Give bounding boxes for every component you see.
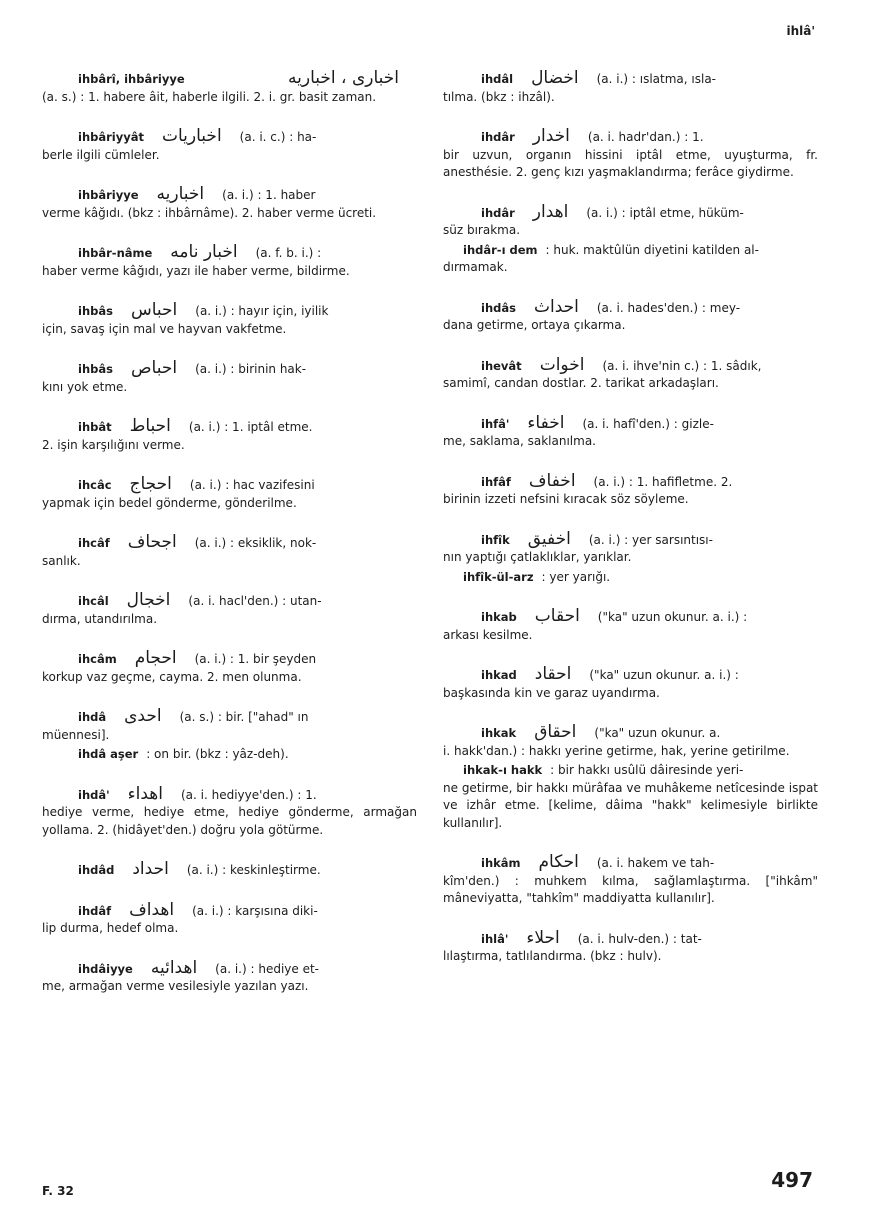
definition-start: (a. i. hakem ve tah- bbox=[596, 856, 715, 870]
definition-start: (a. i.) : 1. hafifletme. 2. bbox=[593, 474, 733, 489]
dictionary-entry bbox=[443, 201, 818, 240]
headword: ihevât bbox=[481, 358, 522, 373]
definition-start: : bir hakkı usûlü dâiresinde yeri- bbox=[550, 763, 744, 777]
definition-start: (a. i.) : birinin hak- bbox=[195, 362, 307, 376]
entry-head bbox=[42, 746, 417, 764]
definition-start: (a. i. hulv-den.) : tat- bbox=[577, 931, 702, 946]
definition-start: (a. i. hafî'den.) : gizle- bbox=[582, 416, 714, 431]
dictionary-entry bbox=[443, 762, 818, 832]
headword: ihbâriyyât bbox=[78, 130, 144, 144]
dictionary-entry bbox=[42, 957, 417, 996]
definition-text: i. hakk'dan.) : hakkı yerine getirme, hak, yerine getirilme. bbox=[443, 743, 790, 758]
headword: ihcâl bbox=[78, 594, 109, 608]
definition-text: dırma, utandırılma. bbox=[42, 611, 158, 626]
headword: ihdâl bbox=[481, 72, 514, 86]
entry-head bbox=[443, 854, 818, 873]
arabic-script: احداد bbox=[132, 859, 169, 879]
arabic-script: اهدائيه bbox=[150, 957, 198, 978]
headword: ihbâs bbox=[78, 304, 113, 318]
entry-head bbox=[443, 608, 818, 627]
definition-start: (a. i. c.) : ha- bbox=[239, 130, 317, 144]
arabic-script: اخفيق bbox=[527, 528, 571, 549]
printer-signature: F. 32 bbox=[42, 1184, 74, 1198]
arabic-script: اخدار bbox=[532, 126, 570, 146]
entry-head bbox=[42, 244, 417, 263]
headword: ihbârî, ihbâriyye bbox=[78, 72, 185, 86]
definition-start: (a. f. b. i.) : bbox=[255, 246, 322, 260]
dictionary-entry bbox=[42, 476, 417, 512]
dictionary-entry bbox=[42, 746, 417, 764]
dictionary-entry bbox=[443, 354, 818, 393]
definition-start: (a. i.) : 1. bir şeyden bbox=[194, 652, 317, 666]
headword: ihdâr bbox=[481, 130, 515, 144]
dictionary-entry bbox=[42, 783, 417, 840]
arabic-script: اخبار نامه bbox=[170, 242, 238, 262]
definition-start: (a. i. hadr'dan.) : 1. bbox=[587, 130, 704, 144]
entry-head bbox=[42, 899, 417, 921]
dictionary-entry bbox=[443, 569, 818, 587]
definition-text: nın yaptığı çatlaklıklar, yarıklar. bbox=[443, 550, 632, 564]
headword: ihdâs bbox=[481, 300, 516, 315]
dictionary-entry bbox=[443, 242, 818, 277]
headword: ihfâf bbox=[481, 474, 511, 489]
definition-text: me, armağan verme vesilesiyle yazılan yazı. bbox=[42, 979, 309, 993]
dictionary-entry bbox=[42, 534, 417, 570]
dictionary-entry bbox=[42, 650, 417, 686]
entry-head bbox=[443, 354, 818, 376]
arabic-script: احقاب bbox=[534, 606, 580, 626]
entry-head bbox=[42, 783, 417, 805]
definition-text: bir uzvun, organın hissini iptâl etme, uyuşturma, fr. anesthésie. 2. genç kızı yaşmaklandırma; ferâce giydirme. bbox=[443, 147, 818, 179]
definition-text: dırmamak. bbox=[443, 260, 508, 274]
definition-text: süz bırakma. bbox=[443, 223, 521, 237]
entry-head bbox=[443, 724, 818, 743]
dictionary-entry bbox=[443, 608, 818, 644]
definition-start: : on bir. (bkz : yâz-deh). bbox=[146, 747, 289, 761]
headword: ihfîk-ül-arz bbox=[463, 569, 534, 584]
definition-start: (a. i.) : eksiklik, nok- bbox=[194, 536, 317, 550]
arabic-script: اخباريه bbox=[156, 184, 205, 204]
dictionary-entry bbox=[42, 360, 417, 396]
definition-text: berle ilgili cümleler. bbox=[42, 147, 160, 162]
definition-start: ("ka" uzun okunur. a. bbox=[594, 726, 721, 740]
definition-text: samimî, candan dostlar. 2. tarikat arkadaşları. bbox=[443, 376, 719, 390]
entry-head bbox=[443, 70, 818, 89]
dictionary-entry bbox=[42, 861, 417, 880]
dictionary-entry bbox=[443, 854, 818, 908]
entry-head bbox=[443, 201, 818, 223]
definition-text: 2. işin karşılığını verme. bbox=[42, 437, 185, 452]
definition-text: dana getirme, ortaya çıkarma. bbox=[443, 318, 626, 332]
entry-head bbox=[443, 470, 818, 492]
dictionary-entry bbox=[42, 592, 417, 628]
arabic-script: اهداف bbox=[129, 899, 175, 920]
entry-head bbox=[42, 534, 417, 553]
definition-text: arkası kesilme. bbox=[443, 627, 533, 642]
headword: ihdâr bbox=[481, 205, 515, 220]
definition-start: ("ka" uzun okunur. a. i.) : bbox=[597, 610, 748, 624]
dictionary-entry bbox=[443, 927, 818, 966]
headword: ihkak-ı hakk bbox=[463, 763, 543, 777]
headword: ihfîk bbox=[481, 532, 510, 547]
arabic-script: اهداء bbox=[127, 783, 163, 804]
entry-head bbox=[443, 569, 818, 587]
definition-text: (a. s.) : 1. habere âit, haberle ilgili. 2. i. gr. basit zaman. bbox=[42, 89, 377, 104]
definition-text: müennesi]. bbox=[42, 727, 110, 742]
headword: ihdâr-ı dem bbox=[463, 242, 538, 257]
headword: ihdâd bbox=[78, 863, 115, 877]
entry-head bbox=[443, 296, 818, 318]
definition-text: me, saklama, saklanılma. bbox=[443, 434, 596, 448]
definition-text: kîm'den.) : muhkem kılma, sağlamlaştırma. ["ihkâm" mâneviyatta, "tahkîm" maddiyatta kullanılır]. bbox=[443, 873, 818, 905]
entry-head bbox=[42, 418, 417, 437]
entry-head bbox=[443, 528, 818, 550]
arabic-script: احكام bbox=[538, 852, 579, 872]
arabic-script: اجحاف bbox=[127, 532, 177, 552]
dictionary-entry bbox=[443, 70, 818, 106]
dictionary-entry bbox=[443, 296, 818, 335]
definition-start: (a. i.) : yer sarsıntısı- bbox=[588, 532, 713, 547]
arabic-script: اخضال bbox=[531, 68, 579, 88]
headword: ihdâf bbox=[78, 903, 112, 918]
definition-start: (a. i.) : ıslatma, ısla- bbox=[596, 72, 717, 86]
definition-start: (a. i.) : karşısına diki- bbox=[192, 903, 318, 918]
arabic-script: اهدار bbox=[532, 201, 569, 222]
running-head: ihlâ' bbox=[786, 24, 815, 38]
arabic-script: احباص bbox=[130, 358, 178, 378]
entry-head bbox=[42, 650, 417, 669]
dictionary-entry bbox=[42, 708, 417, 744]
entry-head bbox=[42, 128, 417, 147]
headword: ihkak bbox=[481, 726, 517, 740]
arabic-script: احلاء bbox=[526, 927, 560, 948]
entry-head bbox=[42, 476, 417, 495]
definition-text: birinin izzeti nefsini kıracak söz söyleme. bbox=[443, 492, 689, 506]
entry-head bbox=[42, 360, 417, 379]
headword: ihcâm bbox=[78, 652, 117, 666]
headword: ihkad bbox=[481, 668, 517, 682]
definition-text: hediye verme, hediye etme, hediye gönderme, armağan yollama. 2. (hidâyet'den.) doğru yola götürme. bbox=[42, 805, 417, 837]
arabic-script: احباس bbox=[130, 300, 178, 320]
definition-start: (a. i.) : 1. haber bbox=[222, 188, 316, 202]
arabic-script: احدى bbox=[124, 706, 162, 726]
definition-text: için, savaş için mal ve hayvan vakfetme. bbox=[42, 321, 287, 336]
dictionary-entry bbox=[443, 412, 818, 451]
definition-text: haber verme kâğıdı, yazı ile haber verme, bildirme. bbox=[42, 263, 350, 278]
definition-start: (a. i.) : keskinleştirme. bbox=[186, 863, 321, 877]
definition-start: (a. i. hediyye'den.) : 1. bbox=[180, 787, 317, 802]
definition-text: lip durma, hedef olma. bbox=[42, 921, 179, 935]
definition-start: (a. i.) : hayır için, iyilik bbox=[195, 304, 329, 318]
headword: ihdâ' bbox=[78, 787, 110, 802]
definition-start: : huk. maktûlün diyetini katilden al- bbox=[545, 242, 759, 257]
dictionary-entry bbox=[42, 186, 417, 222]
headword: ihkâm bbox=[481, 856, 521, 870]
definition-text: ne getirme, bir hakkı mürâfaa ve muhâkeme netîcesinde ispat ve izhâr etme. [kelime, dâima "hakk" kelimesiyle birlikte kullanılır]. bbox=[443, 780, 818, 830]
headword: ihdâiyye bbox=[78, 961, 133, 976]
definition-text: başkasında kin ve garaz uyandırma. bbox=[443, 685, 660, 700]
headword: ihfâ' bbox=[481, 416, 510, 431]
left-column bbox=[42, 70, 417, 1018]
arabic-script: احجاج bbox=[129, 474, 172, 494]
definition-text: kını yok etme. bbox=[42, 379, 128, 394]
headword: ihbâr-nâme bbox=[78, 246, 153, 260]
dictionary-entry bbox=[42, 128, 417, 164]
entry-head bbox=[443, 762, 818, 780]
headword: ihcâc bbox=[78, 478, 112, 492]
arabic-script: احداث bbox=[533, 296, 579, 317]
arabic-script: اخبارى ، اخباريه bbox=[288, 68, 399, 88]
dictionary-entry bbox=[443, 528, 818, 567]
dictionary-entry bbox=[42, 70, 417, 106]
definition-start: (a. i.) : 1. iptâl etme. bbox=[188, 420, 313, 434]
arabic-script: اخجال bbox=[126, 590, 171, 610]
dictionary-entry bbox=[42, 418, 417, 454]
definition-start: (a. s.) : bir. ["ahad" ın bbox=[179, 710, 309, 724]
definition-start: (a. i.) : hac vazifesini bbox=[189, 478, 315, 492]
definition-text: tılma. (bkz : ihzâl). bbox=[443, 89, 555, 104]
dictionary-entry bbox=[42, 244, 417, 280]
entry-head bbox=[443, 412, 818, 434]
headword: ihbâriyye bbox=[78, 188, 139, 202]
arabic-script: اخوات bbox=[539, 354, 585, 375]
dictionary-entry bbox=[443, 724, 818, 760]
definition-text: yapmak için bedel gönderme, gönderilme. bbox=[42, 495, 297, 510]
entry-head bbox=[42, 186, 417, 205]
definition-start: : yer yarığı. bbox=[541, 569, 611, 584]
dictionary-entry bbox=[42, 899, 417, 938]
entry-head bbox=[42, 957, 417, 979]
dictionary-entry bbox=[443, 470, 818, 509]
definition-text: lılaştırma, tatlılandırma. (bkz : hulv). bbox=[443, 949, 662, 963]
headword: ihkab bbox=[481, 610, 517, 624]
definition-start: (a. i. hacl'den.) : utan- bbox=[188, 594, 322, 608]
arabic-script: احجام bbox=[134, 648, 177, 668]
page-number: 497 bbox=[771, 1168, 813, 1192]
entry-head bbox=[42, 302, 417, 321]
entry-head bbox=[42, 592, 417, 611]
definition-start: (a. i. hades'den.) : mey- bbox=[596, 300, 741, 315]
arabic-script: اخباريات bbox=[162, 126, 222, 146]
arabic-script: احقاق bbox=[534, 722, 577, 742]
arabic-script: اخفاف bbox=[528, 470, 576, 491]
definition-start: (a. i. ihve'nin c.) : 1. sâdık, bbox=[602, 358, 762, 373]
headword: ihlâ' bbox=[481, 931, 509, 946]
entry-head bbox=[443, 128, 818, 147]
entry-head bbox=[443, 927, 818, 949]
definition-start: ("ka" uzun okunur. a. i.) : bbox=[589, 668, 739, 682]
right-column bbox=[443, 70, 818, 988]
entry-head bbox=[42, 70, 417, 89]
definition-text: korkup vaz geçme, cayma. 2. men olunma. bbox=[42, 669, 302, 684]
dictionary-entry bbox=[443, 128, 818, 182]
definition-start: (a. i.) : hediye et- bbox=[215, 961, 319, 976]
dictionary-entry bbox=[42, 302, 417, 338]
entry-head bbox=[443, 666, 818, 685]
definition-start: (a. i.) : iptâl etme, hüküm- bbox=[586, 205, 744, 220]
entry-head bbox=[443, 242, 818, 260]
headword: ihbâs bbox=[78, 362, 113, 376]
definition-text: verme kâğıdı. (bkz : ihbârnâme). 2. haber verme ücreti. bbox=[42, 205, 377, 220]
definition-text: sanlık. bbox=[42, 553, 81, 568]
headword: ihdâ bbox=[78, 710, 107, 724]
arabic-script: احقاد bbox=[534, 664, 572, 684]
entry-head bbox=[42, 861, 417, 880]
headword: ihdâ aşer bbox=[78, 747, 139, 761]
arabic-script: اخفاء bbox=[527, 412, 565, 433]
dictionary-entry bbox=[443, 666, 818, 702]
arabic-script: احباط bbox=[129, 416, 171, 436]
entry-head bbox=[42, 708, 417, 727]
headword: ihbât bbox=[78, 420, 112, 434]
headword: ihcâf bbox=[78, 536, 110, 550]
